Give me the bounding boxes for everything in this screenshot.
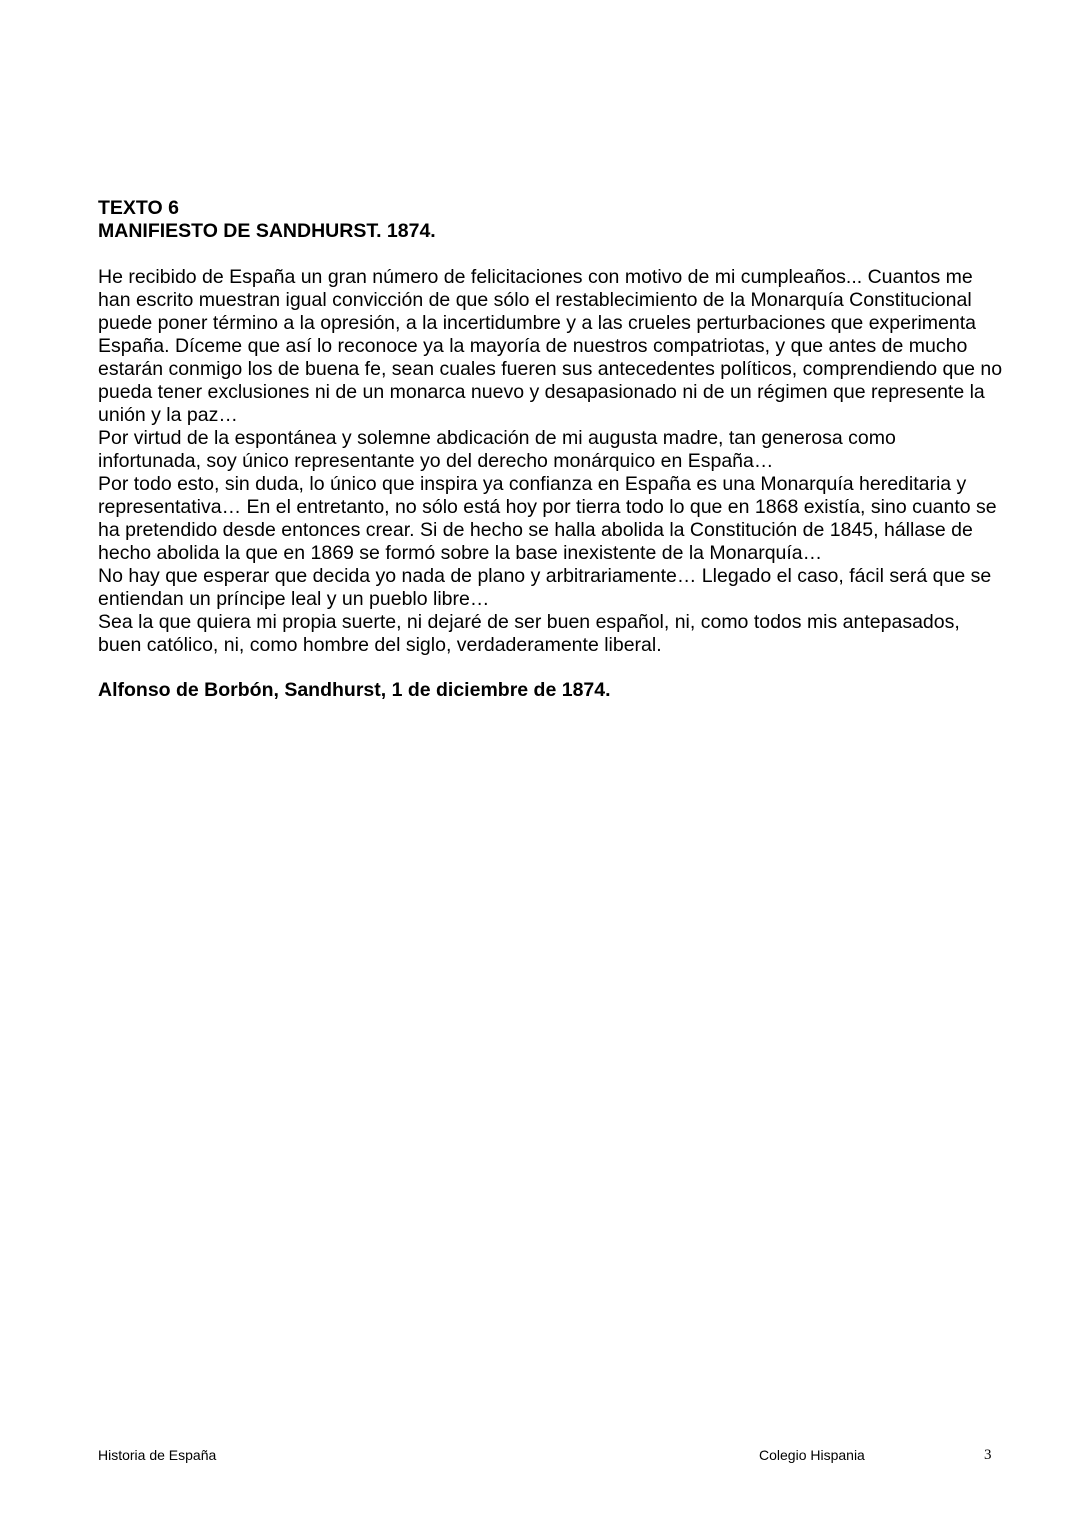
paragraph-5: Sea la que quiera mi propia suerte, ni dejaré de ser buen español, ni, como todos mis antepasados, buen católico, ni, como hombre del siglo, verdaderamente liberal. — [98, 611, 960, 656]
page-number: 3 — [984, 1447, 992, 1463]
paragraph-4: No hay que esperar que decida yo nada de plano y arbitrariamente… Llegado el caso, fácil será que se entiendan un príncipe leal y un pueblo libre… — [98, 565, 992, 610]
manifesto-title: MANIFIESTO DE SANDHURST. 1874. — [98, 220, 436, 242]
manifesto-body — [98, 266, 1003, 657]
paragraph-1: He recibido de España un gran número de felicitaciones con motivo de mi cumpleaños... Cuantos me han escrito muestran igual convicción de que sólo el restablecimiento de la Monarquía Constitucional puede poner término a la opresión, a la incertidumbre y a las crueles perturbaciones que experimenta España. Díceme que así lo reconoce ya la mayoría de nuestros compatriotas, y que antes de mucho estarán conmigo los de buena fe, sean cuales fueren sus antecedentes políticos, comprendiendo que no pueda tener exclusiones ni de un monarca nuevo y desapasionado ni de un régimen que represente la unión y la paz… — [98, 266, 1003, 426]
document-heading — [98, 197, 998, 243]
footer-subject: Historia de España — [98, 1447, 217, 1463]
footer-school: Colegio Hispania — [759, 1447, 865, 1463]
paragraph-2: Por virtud de la espontánea y solemne abdicación de mi augusta madre, tan generosa como infortunada, soy único representante yo del derecho monárquico en España… — [98, 427, 896, 472]
signature-line: Alfonso de Borbón, Sandhurst, 1 de diciembre de 1874. — [98, 679, 611, 701]
text-number-title: TEXTO 6 — [98, 197, 179, 219]
paragraph-3: Por todo esto, sin duda, lo único que inspira ya confianza en España es una Monarquía hereditaria y representativa… En el entretanto, no sólo está hoy por tierra todo lo que en 1868 existía, sino cuanto se ha pretendido desde entonces crear. Si de hecho se halla abolida la Constitución de 1845, hállase de hecho abolida la que en 1869 se formó sobre la base inexistente de la Monarquía… — [98, 473, 997, 564]
